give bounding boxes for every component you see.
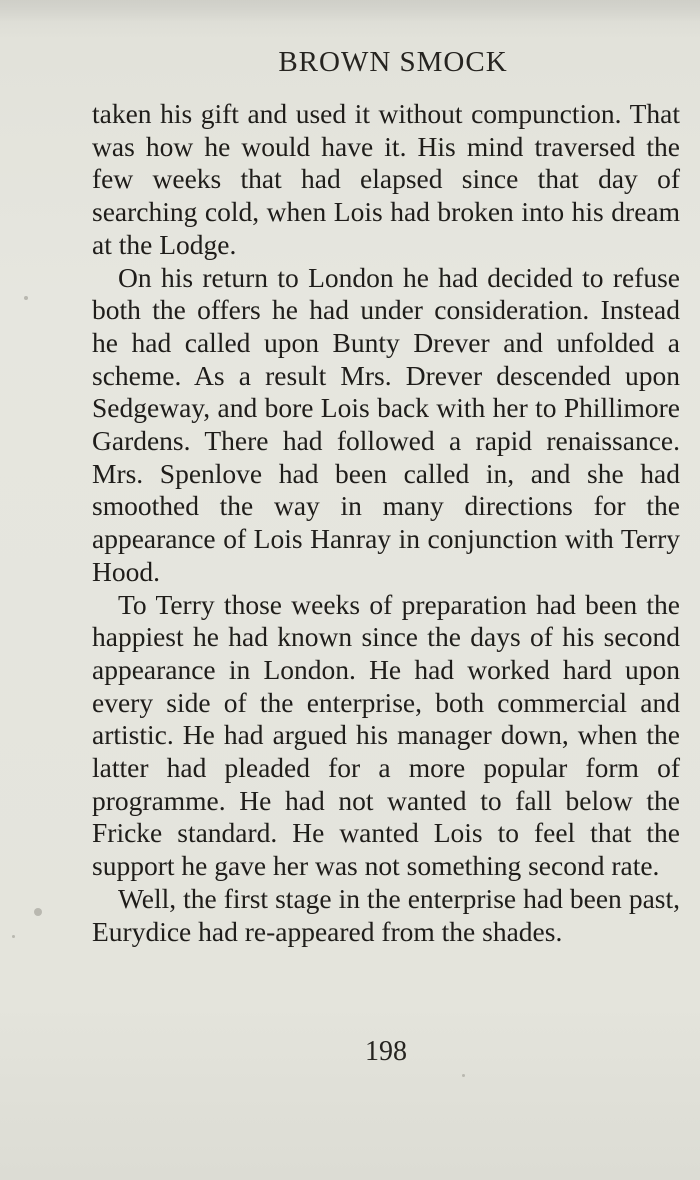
paragraph-1: taken his gift and used it without compunction. That was how he would have it. His mind traversed the few weeks that had elapsed since that day of searching cold, when Lois had broken into his dream at the Lodge. <box>92 98 680 260</box>
paper-speck <box>34 908 42 916</box>
paragraph-2: On his return to London he had decided to refuse both the offers he had under consideration. Instead he had called upon Bunty Drever and unfolded a scheme. As a result Mrs. Drever descended upon Sedgeway, and bore Lois back with her to Phillimore Gardens. There had followed a rapid renaissance. Mrs. Spenlove had been called in, and she had smoothed the way in many directions for the appearance of Lois Hanray in conjunction with Terry Hood. <box>92 261 680 587</box>
paper-speck <box>462 1074 465 1077</box>
paper-speck <box>24 296 28 300</box>
paragraph-4: Well, the first stage in the enterprise had been past, Eurydice had re-appeared from the shades. <box>92 882 680 947</box>
running-head: BROWN SMOCK <box>278 46 508 78</box>
paper-speck <box>12 935 15 938</box>
paragraph-3: To Terry those weeks of preparation had been the happiest he had known since the days of his second appearance in London. He had worked hard upon every side of the enterprise, both commercial and artistic. He had argued his manager down, when the latter had pleaded for a more popular form of programme. He had not wanted to fall below the Fricke standard. He wanted Lois to feel that the support he gave her was not something second rate. <box>92 588 680 882</box>
body-text <box>92 98 680 948</box>
page-number: 198 <box>365 1036 407 1067</box>
page-top-edge-shadow <box>0 0 700 22</box>
